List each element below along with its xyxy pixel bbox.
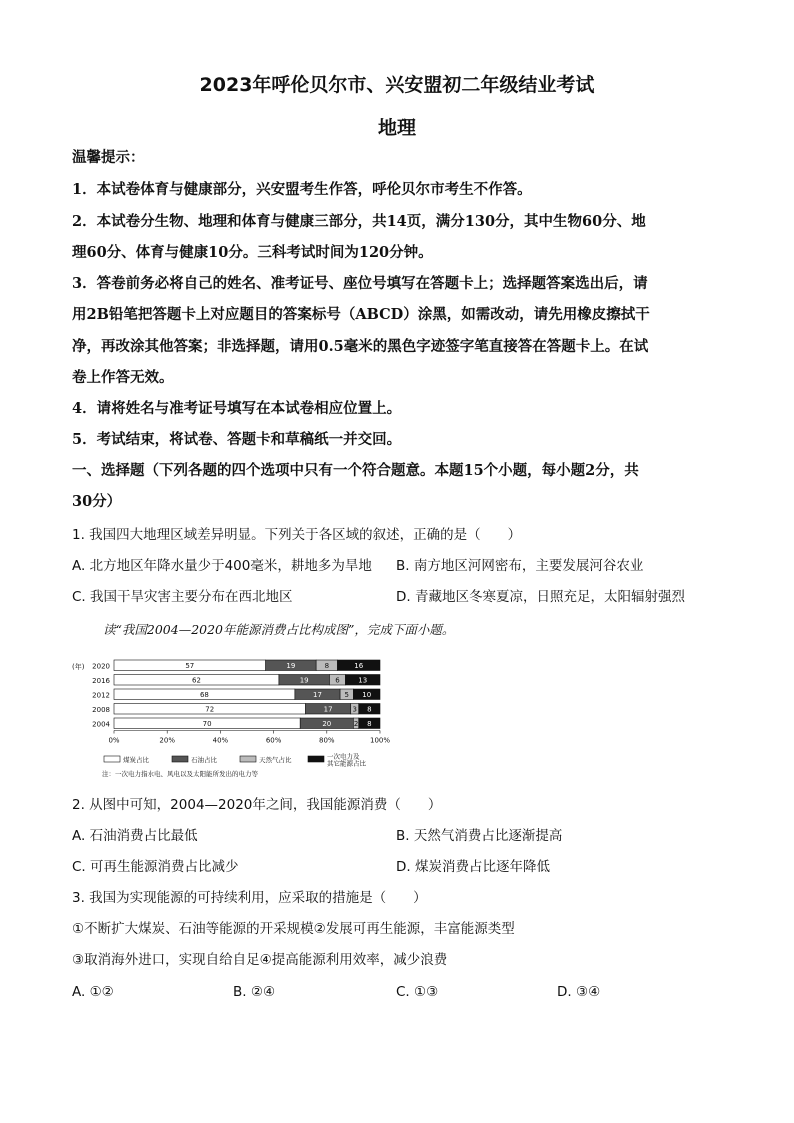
legend-label: 一次电力及 [327,752,360,761]
notice-item: 4．请将姓名与准考证号填写在本试卷相应位置上。 [72,400,402,417]
data-label: 17 [313,691,322,700]
question-2-option-a: A. 石油消费占比最低 [72,828,198,844]
x-tick-label: 20% [159,736,175,745]
question-2-stem: 2. 从图中可知，2004—2020年之间，我国能源消费（ ） [72,797,442,813]
legend-label: 石油占比 [191,756,217,764]
y-axis-label: (年) [72,663,85,671]
legend-swatch [240,756,256,762]
category-label: 2020 [92,662,110,671]
data-label: 68 [199,691,209,700]
question-3-option-a: A. ①② [72,984,114,1000]
category-label: 2008 [92,706,110,714]
notice-item: 用2B铅笔把答题卡上对应题目的答案标号（ABCD）涂黑，如需改动，请先用橡皮擦拭干 [72,306,650,323]
data-label: 19 [299,676,309,685]
data-label: 16 [354,662,364,671]
data-label: 5 [344,691,349,700]
legend-swatch [308,756,324,762]
question-2-option-d: D. 煤炭消费占比逐年降低 [396,859,550,875]
notice-item: 5．考试结束，将试卷、答题卡和草稿纸一并交回。 [72,431,402,448]
question-1-option-a: A. 北方地区年降水量少于400毫米，耕地多为旱地 [72,558,372,574]
legend-label: 其它能源占比 [327,759,366,768]
data-label: 62 [191,676,201,685]
notice-item: 净，再改涂其他答案；非选择题，请用0.5毫米的黑色字迹签字笔直接答在答题卡上。在试 [72,338,649,355]
data-label: 6 [335,676,340,685]
question-3-statement-1: ①不断扩大煤炭、石油等能源的开采规模②发展可再生能源，丰富能源类型 [72,921,515,937]
x-tick-label: 0% [108,736,120,745]
data-label: 2 [353,720,359,729]
data-label: 8 [324,662,330,671]
question-2-option-b: B. 天然气消费占比逐渐提高 [396,828,563,844]
data-label: 19 [286,662,296,671]
x-tick-label: 100% [369,736,391,745]
section-heading-cont: 30分） [72,493,122,510]
notice-item: 卷上作答无效。 [72,369,174,386]
subject-title: 地理 [377,117,416,139]
data-label: 57 [185,662,195,671]
data-label: 17 [323,705,333,714]
legend-label: 天然气占比 [259,756,292,764]
question-3-statement-2: ③取消海外进口，实现自给自足④提高能源利用效率，减少浪费 [72,952,448,968]
question-3-option-d: D. ③④ [557,984,601,1000]
data-label: 8 [367,720,372,729]
data-label: 72 [205,705,215,714]
category-label: 2016 [92,677,110,685]
legend-swatch [104,756,120,762]
data-label: 3 [352,705,357,714]
energy-consumption-chart [62,652,402,782]
section-heading: 一、选择题（下列各题的四个选项中只有一个符合题意。本题15个小题，每小题2分，共 [72,462,639,479]
notice-item: 3．答卷前务必将自己的姓名、准考证号、座位号填写在答题卡上；选择题答案选出后，请 [72,275,648,292]
notice-heading: 温馨提示： [72,149,145,166]
category-label: 2004 [92,720,110,729]
x-tick-label: 60% [265,736,282,745]
question-3-option-b: B. ②④ [233,984,276,1000]
question-1-stem: 1. 我国四大地理区域差异明显。下列关于各区域的叙述，正确的是（ ） [72,527,522,543]
legend-swatch [172,756,188,762]
x-tick-label: 40% [212,736,229,745]
chart-footnote: 注：一次电力指水电、风电以及太阳能所发出的电力等 [102,770,258,778]
question-1-option-d: D. 青藏地区冬寒夏凉，日照充足，太阳辐射强烈 [396,589,685,605]
x-tick-label: 80% [319,736,335,745]
chart-intro: 读“我国2004—2020年能源消费占比构成图”，完成下面小题。 [103,622,455,637]
data-label: 20 [322,720,332,729]
question-3-stem: 3. 我国为实现能源的可持续利用，应采取的措施是（ ） [72,890,427,906]
data-label: 13 [358,676,368,685]
notice-item: 理60分、体育与健康10分。三科考试时间为120分钟。 [72,244,433,261]
exam-title: 2023年呼伦贝尔市、兴安盟初二年级结业考试 [199,74,595,96]
question-2-option-c: C. 可再生能源消费占比减少 [72,859,239,875]
notice-item: 2．本试卷分生物、地理和体育与健康三部分，共14页，满分130分，其中生物60分、地 [72,213,646,230]
legend-label: 煤炭占比 [123,756,149,764]
question-1-option-c: C. 我国干旱灾害主要分布在西北地区 [72,589,293,605]
data-label: 8 [367,705,372,714]
data-label: 70 [202,720,212,729]
question-1-option-b: B. 南方地区河网密布，主要发展河谷农业 [396,558,644,574]
data-label: 10 [362,691,372,700]
question-3-option-c: C. ①③ [396,984,439,1000]
category-label: 2012 [92,691,110,700]
notice-item: 1．本试卷体育与健康部分，兴安盟考生作答，呼伦贝尔市考生不作答。 [72,181,532,198]
